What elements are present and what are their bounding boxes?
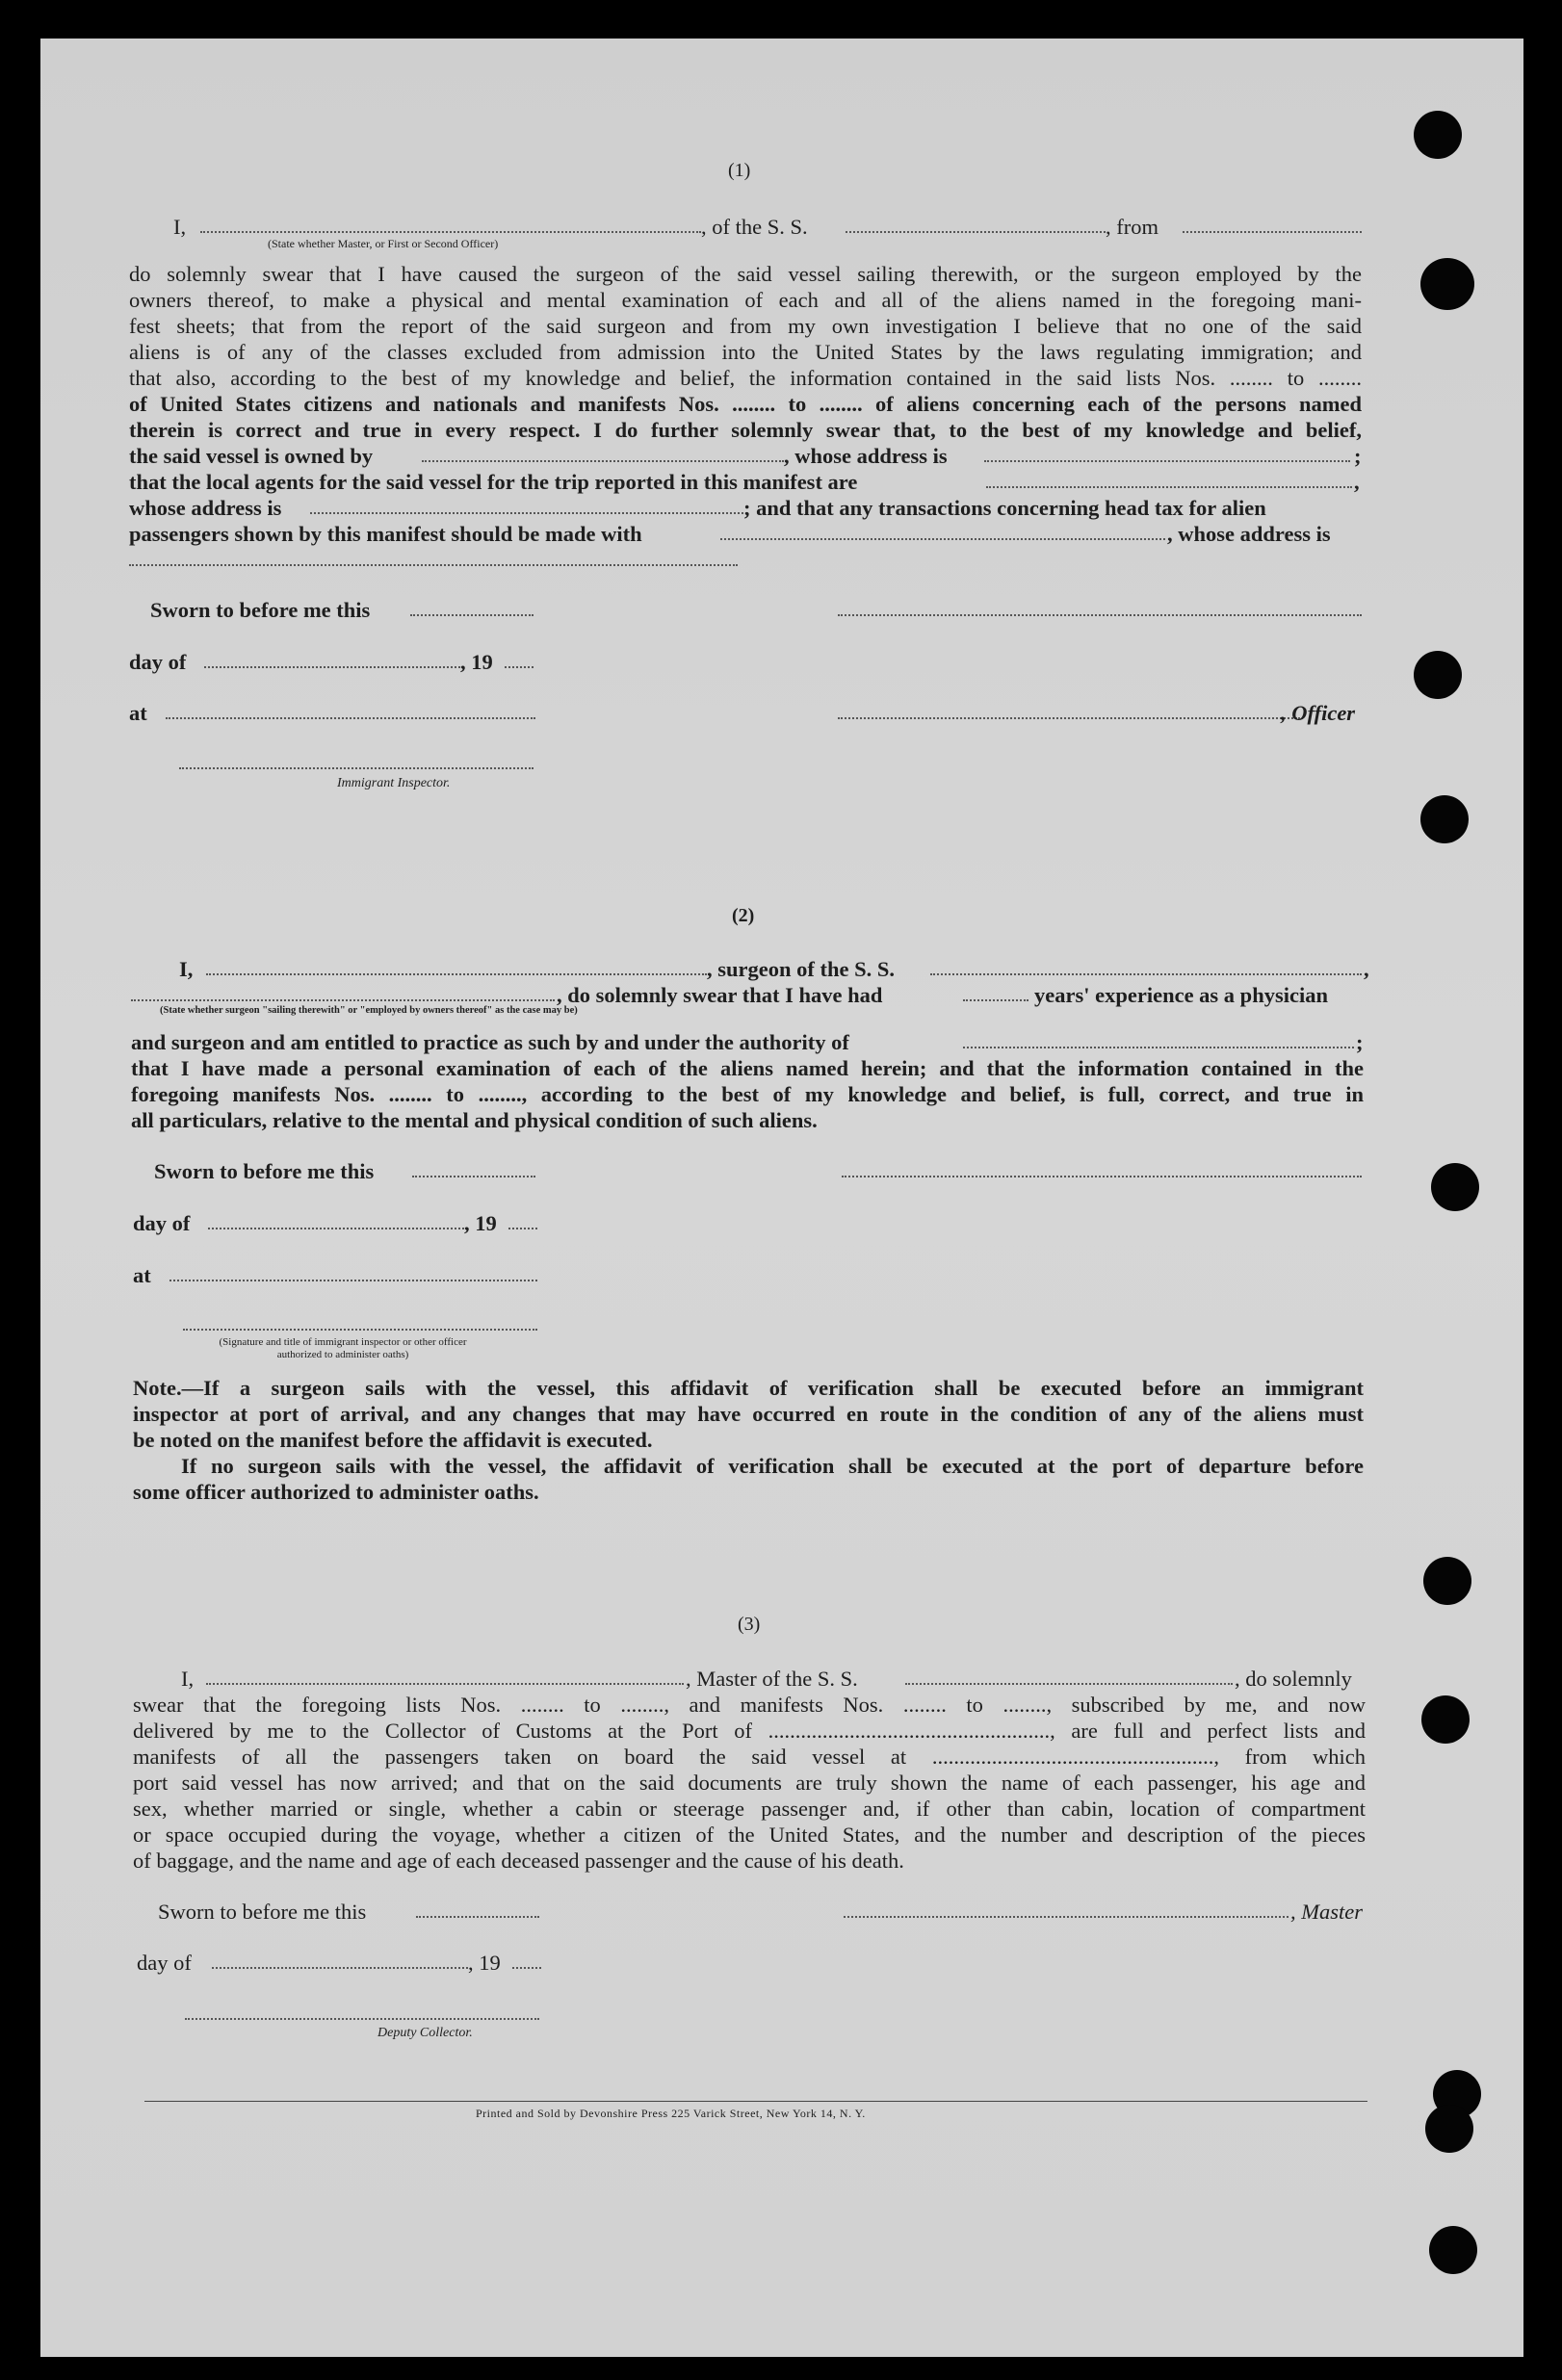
printer-imprint: Printed and Sold by Devonshire Press 225 Varick Street, New York 14, N. Y. [476,2107,866,2120]
text: day of [129,650,187,674]
section-number: (3) [738,1614,761,1635]
punch-hole [1423,1557,1471,1605]
punch-hole [1414,111,1462,159]
note-text: Note.—If a surgeon sails with the vessel, this affidavit of verification shall be executed before an immigrant [133,1376,1364,1400]
text: , [1364,957,1369,981]
text: delivered by me to the Collector of Customs at the Port of ...................................................., are full and perfect lists and [133,1719,1366,1743]
text: that the local agents for the said vessel for the trip reported in this manifest are [129,470,858,494]
text: manifests of all the passengers taken on board the said vessel at ...................................................., from which [133,1745,1366,1769]
punch-hole [1414,651,1462,699]
text: passengers shown by this manifest should be made with [129,522,642,546]
signature-line [185,2018,539,2020]
text: day of [133,1211,191,1235]
signature-line [179,767,534,769]
blank-line [842,1176,1362,1177]
text: that also, according to the best of my knowledge and belief, the information contained in the said lists Nos. ........ to ........ [129,366,1362,390]
text: , of the S. S. [701,215,808,239]
punch-hole [1429,2226,1477,2274]
inspector-label: Immigrant Inspector. [337,776,451,790]
text: at [133,1263,151,1287]
blank-line [720,538,1165,540]
blank-line [166,717,535,719]
text: of baggage, and the name and age of each deceased passenger and the cause of his death. [133,1849,904,1873]
text: Sworn to before me this [154,1159,375,1183]
footer-rule [144,2101,1367,2102]
text: , 19 [460,650,493,674]
text: , [1354,470,1360,494]
text: , Officer [1281,701,1356,725]
blank-line [844,1916,1289,1918]
blank-line [412,1176,535,1177]
text: and surgeon and am entitled to practice as such by and under the authority of [131,1030,849,1054]
text: day of [137,1951,192,1975]
blank-line [204,666,460,668]
text: all particulars, relative to the mental and physical condition of such aliens. [131,1108,818,1132]
blank-line [422,460,784,462]
officer-note: (State whether Master, or First or Second Officer) [268,237,499,250]
punch-hole [1420,258,1474,310]
text: ; [1356,1030,1364,1054]
text: ; and that any transactions concerning head tax for alien [743,496,1266,520]
text: owners thereof, to make a physical and mental examination of each and all of the aliens named in the foregoing mani- [129,288,1362,312]
text: ; [1354,444,1362,468]
blank-line [505,666,534,668]
text: , Master of the S. S. [686,1667,858,1691]
text: sex, whether married or single, whether a cabin or steerage passenger and, if other than cabin, location of compartment [133,1797,1366,1821]
blank-line [846,231,1106,233]
blank-line [838,717,1300,719]
text: do solemnly swear that I have caused the surgeon of the said vessel sailing therewith, or the surgeon employed by the [129,262,1362,286]
text: the said vessel is owned by [129,444,374,468]
text: years' experience as a physician [1034,983,1328,1007]
text: I, [181,1667,195,1691]
text: Sworn to before me this [150,598,371,622]
punch-hole [1431,1163,1479,1211]
signature-line [183,1329,537,1331]
blank-line [838,614,1362,616]
blank-line [129,564,738,566]
blank-line [984,460,1350,462]
punch-hole [1425,2105,1473,2153]
collector-label: Deputy Collector. [377,2026,473,2040]
text: , do solemnly swear that I have had [557,983,883,1007]
note-text: If no surgeon sails with the vessel, the affidavit of verification shall be executed at the port of departure before [181,1454,1364,1478]
section-number: (2) [732,905,755,926]
text: , 19 [464,1211,497,1235]
punch-hole [1421,1695,1470,1744]
text: foregoing manifests Nos. ........ to ........, according to the best of my knowledge and belief, is full, correct, and true in [131,1082,1364,1106]
blank-line [212,1967,468,1969]
blank-line [131,999,555,1001]
blank-line [208,1228,464,1229]
blank-line [986,486,1352,488]
text: I, [179,957,194,981]
text: at [129,701,147,725]
blank-line [963,1047,1354,1048]
text: of United States citizens and nationals and manifests Nos. ........ to ........ of aliens concerning each of the persons named [129,392,1362,416]
text: aliens is of any of the classes excluded from admission into the United States by the laws regulating immigration; and [129,340,1362,364]
blank-line [310,512,743,514]
blank-line [206,1683,684,1685]
surgeon-note: (State whether surgeon "sailing therewith" or "employed by owners thereof" as the case may be) [160,1005,578,1016]
blank-line [169,1280,537,1281]
blank-line [930,973,1362,975]
blank-line [416,1916,539,1918]
text: whose address is [129,496,282,520]
text: Sworn to before me this [158,1900,367,1924]
text: therein is correct and true in every respect. I do further solemnly swear that, to the best of my knowledge and belief, [129,418,1362,442]
text: , Master [1290,1900,1363,1924]
text: , 19 [468,1951,501,1975]
blank-line [200,231,701,233]
note-text: some officer authorized to administer oaths. [133,1480,539,1504]
blank-line [206,973,707,975]
text: , surgeon of the S. S. [707,957,896,981]
text: , do solemnly [1235,1667,1352,1691]
blank-line [905,1683,1233,1685]
note-text: be noted on the manifest before the affidavit is executed. [133,1428,653,1452]
note-text: inspector at port of arrival, and any changes that may have occurred en route in the condition of any of the aliens must [133,1402,1364,1426]
punch-hole [1420,795,1469,843]
text: I, [173,215,187,239]
blank-line [963,999,1028,1001]
text: , whose address is [784,444,948,468]
text: , whose address is [1167,522,1331,546]
text: or space occupied during the voyage, whether a citizen of the United States, and the number and description of the pieces [133,1823,1366,1847]
text: port said vessel has now arrived; and that on the said documents are truly shown the name of each passenger, his age and [133,1771,1366,1795]
section-number: (1) [728,160,751,181]
blank-line [512,1967,541,1969]
blank-line [508,1228,537,1229]
signature-note: (Signature and title of immigrant inspector or other officer authorized to administer oaths) [219,1336,467,1360]
text: that I have made a personal examination of each of the aliens named herein; and that the information contained in the [131,1056,1364,1080]
text: swear that the foregoing lists Nos. ........ to ........, and manifests Nos. ........ to ........, subscribed by me, and now [133,1693,1366,1717]
text: , from [1106,215,1158,239]
blank-line [410,614,534,616]
text: fest sheets; that from the report of the said surgeon and from my own investigation I believe that no one of the said [129,314,1362,338]
blank-line [1183,231,1362,233]
